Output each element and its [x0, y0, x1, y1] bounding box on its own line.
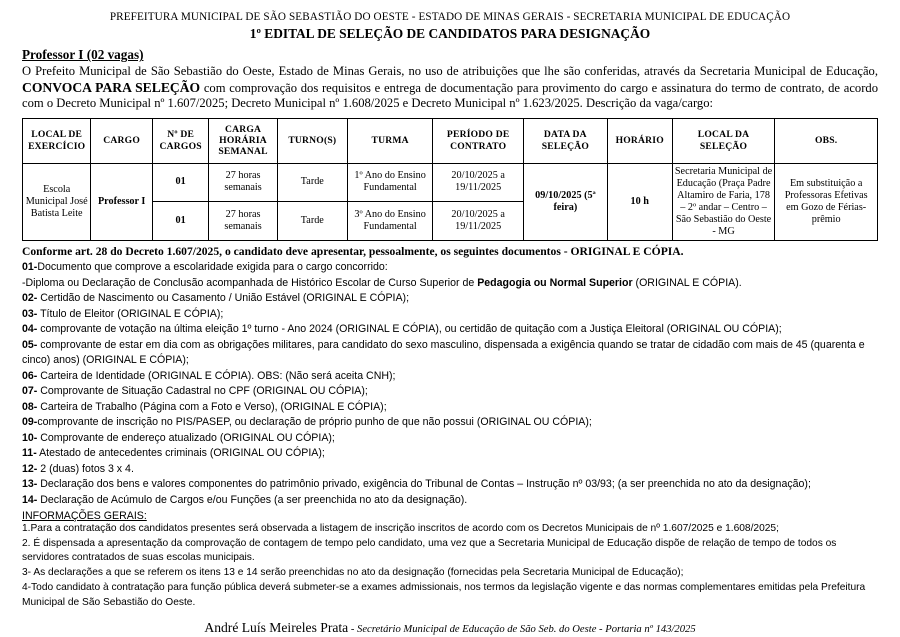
doc-text: Carteira de Identidade (ORIGINAL E CÓPIA). OBS: (Não será aceita CNH); — [37, 369, 396, 382]
document-item — [22, 493, 878, 508]
documents-list — [22, 260, 878, 508]
doc-text: Documento que comprove a escolaridade exigida para o cargo concorrido: — [37, 261, 388, 274]
conforme-text: Conforme art. 28 do Decreto 1.607/2025, o candidato deve apresentar, pessoalmente, os seguintes documentos - ORIGINAL E CÓPIA. — [22, 244, 684, 258]
doc-num: 10- — [22, 431, 38, 444]
document-item — [22, 338, 878, 368]
document-item — [22, 400, 878, 415]
document-item — [22, 307, 878, 322]
signature-block — [22, 620, 878, 636]
doc-text: comprovante de inscrição no PIS/PASEP, ou declaração de próprio punho de que não possui (ORIGINAL OU CÓPIA); — [37, 416, 592, 429]
doc-text: -Diploma ou Declaração de Conclusão acompanhada de Histórico Escolar de Curso Superior de — [22, 276, 478, 289]
doc-text: Comprovante de endereço atualizado (ORIGINAL OU CÓPIA); — [37, 431, 335, 444]
document-item — [22, 276, 878, 291]
signatory-name: André Luís Meireles Prata — [204, 619, 349, 635]
col-periodo-contrato: PERÍODO DE CONTRATO — [433, 118, 524, 163]
col-local-exercicio: LOCAL DE EXERCÍCIO — [23, 118, 91, 163]
doc-num: 02- — [22, 292, 38, 305]
document-item — [22, 291, 878, 306]
cell-carga-horaria-2: 27 horas semanais — [209, 202, 277, 241]
col-turnos: TURNO(S) — [277, 118, 347, 163]
cell-turma-2: 3º Ano do Ensino Fundamental — [347, 202, 433, 241]
info-item: 3- As declarações a que se referem os itens 13 e 14 serão preenchidas no ato da designação (fornecidas pela Secretaria Municipal de Educação); — [22, 567, 684, 579]
cell-periodo-2: 20/10/2025 a 19/11/2025 — [433, 202, 524, 241]
document-item — [22, 446, 878, 461]
col-data-selecao: DATA DA SELEÇÃO — [523, 118, 607, 163]
cell-turno-2: Tarde — [277, 202, 347, 241]
doc-num: 06- — [22, 369, 38, 382]
section-title: Professor I (02 vagas) — [22, 47, 144, 63]
col-cargo: CARGO — [91, 118, 153, 163]
doc-text: comprovante de votação na última eleição 1º turno - Ano 2024 (ORIGINAL E CÓPIA), ou certidão de quitação com a Justiça Eleitoral (ORIGINAL OU CÓPIA); — [37, 323, 782, 336]
col-carga-horaria: CARGA HORÁRIA SEMANAL — [209, 118, 277, 163]
cell-cargo: Professor I — [91, 163, 153, 240]
doc-num: 12- — [22, 462, 38, 475]
doc-num: 07- — [22, 385, 38, 398]
document-item — [22, 322, 878, 337]
signatory-role: - Secretário Municipal de Educação de São Seb. do Oeste - Portaria nº 143/2025 — [348, 623, 696, 635]
cell-obs: Em substituição a Professoras Efetivas em Gozo de Férias-prêmio — [775, 163, 878, 240]
informacoes-list — [22, 522, 878, 611]
document-item — [22, 415, 878, 430]
intro-paragraph — [22, 64, 878, 111]
header-municipality: PREFEITURA MUNICIPAL DE SÃO SEBASTIÃO DO OESTE - ESTADO DE MINAS GERAIS - SECRETARIA MUNICIPAL DE EDUCAÇÃO — [109, 11, 791, 23]
document-item — [22, 369, 878, 384]
document-item — [22, 462, 878, 477]
cell-carga-horaria-1: 27 horas semanais — [209, 163, 277, 202]
doc-text: comprovante de estar em dia com as obrigações militares, para candidato do sexo masculino, dispensada a exigência quando se tratar de cidadão com mais de 45 (quarenta e cinco) anos) (ORIGINAL E CÓPIA); — [22, 338, 865, 367]
info-item: 4-Todo candidato à contratação para função pública deverá submeter-se a exames admissionais, nos termos da legislação vigente e das normas complementares emitidas pela Prefeitura Municipal de São Sebastião do Oeste. — [22, 581, 866, 608]
doc-text: Atestado de antecedentes criminais (ORIGINAL OU CÓPIA); — [36, 447, 325, 460]
doc-num: 09- — [22, 416, 38, 429]
doc-text: Título de Eleitor (ORIGINAL E CÓPIA); — [37, 307, 224, 320]
doc-tail: (ORIGINAL E CÓPIA). — [632, 276, 742, 289]
intro-text-2: com comprovação dos requisitos e entrega de documentação para provimento do cargo e assinatura do termo de contrato, de acordo com o Decreto Municipal nº 1.607/2025; Decreto Municipal nº 1.608/2025 e Decreto Municipal nº 1.623/2025. Descrição da vaga/cargo: — [22, 80, 878, 111]
document-item — [22, 384, 878, 399]
doc-text: Declaração dos bens e valores componentes do patrimônio privado, exigência do Tribunal de Contas – Instrução nº 03/93; (a ser preenchida no ato da designação); — [37, 478, 811, 491]
page-title: 1º EDITAL DE SELEÇÃO DE CANDIDATOS PARA DESIGNAÇÃO — [249, 26, 651, 41]
doc-num: 08- — [22, 400, 38, 413]
doc-num: 01- — [22, 261, 38, 274]
table-row — [23, 163, 878, 202]
col-horario: HORÁRIO — [607, 118, 672, 163]
col-turma: TURMA — [347, 118, 433, 163]
document-item — [22, 477, 878, 492]
col-local-selecao: LOCAL DA SELEÇÃO — [672, 118, 775, 163]
cell-horario: 10 h — [607, 163, 672, 240]
informacoes-gerais-title: INFORMAÇÕES GERAIS: — [22, 509, 147, 522]
cell-turma-1: 1º Ano do Ensino Fundamental — [347, 163, 433, 202]
cell-turno-1: Tarde — [277, 163, 347, 202]
table-header-row — [23, 118, 878, 163]
document-item — [22, 431, 878, 446]
doc-text: Certidão de Nascimento ou Casamento / União Estável (ORIGINAL E CÓPIA); — [37, 292, 410, 305]
vacancy-table — [22, 118, 878, 241]
document-item — [22, 260, 878, 275]
doc-num: 11- — [22, 447, 37, 460]
col-obs: OBS. — [775, 118, 878, 163]
info-item: 2. É dispensada a apresentação da comprovação de contagem de tempo pelo candidato, uma vez que a Secretaria Municipal de Educação dispõe de relação de tempo de todos os servidores contratados de suas escolas municipais. — [22, 537, 837, 564]
doc-text: Comprovante de Situação Cadastral no CPF (ORIGINAL OU CÓPIA); — [37, 385, 368, 398]
doc-bold-mid: Pedagogia ou Normal Superior — [477, 276, 633, 289]
info-item: 1.Para a contratação dos candidatos presentes será observada a listagem de inscrição inscritos de acordo com os Decretos Municipais de nº 1.607/2025 e 1.608/2025; — [22, 522, 779, 534]
doc-num: 04- — [22, 323, 38, 336]
cell-local-selecao: Secretaria Municipal de Educação (Praça Padre Altamiro de Faria, 178 – 2º andar – Centro – São Sebastião do Oeste - MG — [672, 163, 775, 240]
cell-num-cargos-1: 01 — [152, 163, 208, 202]
doc-num: 13- — [22, 478, 38, 491]
doc-text: Carteira de Trabalho (Página com a Foto e Verso), (ORIGINAL E CÓPIA); — [37, 400, 387, 413]
cell-data-selecao: 09/10/2025 (5ª feira) — [523, 163, 607, 240]
doc-num: 14- — [22, 493, 38, 506]
doc-num: 03- — [22, 307, 38, 320]
cell-local-exercicio: Escola Municipal José Batista Leite — [23, 163, 91, 240]
doc-num: 05- — [22, 338, 38, 351]
cell-num-cargos-2: 01 — [152, 202, 208, 241]
intro-text-1: O Prefeito Municipal de São Sebastião do Oeste, Estado de Minas Gerais, no uso de atribuições que lhe são conferidas, através da Secretaria Municipal de Educação, — [22, 64, 878, 79]
cell-periodo-1: 20/10/2025 a 19/11/2025 — [433, 163, 524, 202]
doc-text: Declaração de Acúmulo de Cargos e/ou Funções (a ser preenchida no ato da designação). — [37, 493, 468, 506]
doc-text: 2 (duas) fotos 3 x 4. — [37, 462, 134, 475]
intro-emphasis: CONVOCA PARA SELEÇÃO — [22, 79, 201, 95]
col-num-cargos: Nº DE CARGOS — [152, 118, 208, 163]
